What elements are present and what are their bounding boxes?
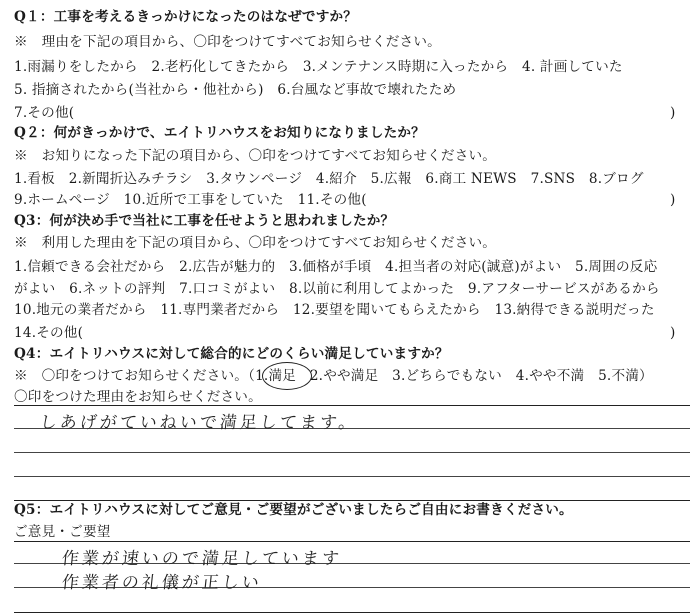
q1-other-close: ) xyxy=(670,105,676,121)
q3-title: Q3：何が決め手で当社に工事を任せようと思われましたか？ xyxy=(14,213,395,229)
q3-other-close: ) xyxy=(670,325,676,341)
q3-other: 14.その他( xyxy=(14,325,84,341)
q2-title: Q２：何がきっかけで、エイトリハウスをお知りになりましたか？ xyxy=(14,125,425,141)
q1-title: Q１：工事を考えるきっかけになったのはなぜですか？ xyxy=(14,9,358,25)
q1-options-row-2: 5. 指摘されたから(当社から・他社から) 6.台風など事故で壊れたため xyxy=(14,82,457,98)
q3-note: ※ 利用した理由を下記の項目から、〇印をつけてすべてお知らせください。 xyxy=(14,235,497,251)
q1-note: ※ 理由を下記の項目から、〇印をつけてすべてお知らせください。 xyxy=(14,34,441,50)
q5-handwritten-answer-line-1: 作業が速いので満足しています xyxy=(60,549,343,569)
answer-rule xyxy=(14,452,690,453)
selected-option-circle xyxy=(262,362,312,390)
q2-options-row-1: 1.看板 2.新聞折込みチラシ 3.タウンページ 4.紹介 5.広報 6.商工 NEWS 7.SNS 8.ブログ xyxy=(14,171,644,187)
q2-options-row-2: 9.ホームページ 10.近所で工事をしていた 11.その他( xyxy=(14,192,367,208)
q5-handwritten-answer-line-2: 作業者の礼儀が正しい xyxy=(60,573,263,593)
q3-options-row-3: 10.地元の業者だから 11.専門業者だから 12.要望を聞いてもらえたから 13.納得できる説明だった xyxy=(14,302,655,318)
q5-title: Q5：エイトリハウスに対してご意見・ご要望がございましたらご自由にお書きください。 xyxy=(14,502,573,518)
answer-rule xyxy=(14,476,690,477)
q3-options-row-2: がよい 6.ネットの評判 7.口コミがよい 8.以前に利用してよかった 9.アフターサービスがあるから xyxy=(14,281,660,297)
q1-options-row-1: 1.雨漏りをしたから 2.老朽化してきたから 3.メンテナンス時期に入ったから 4. 計画していた xyxy=(14,59,623,75)
q1-other: 7.その他( xyxy=(14,105,75,121)
q4-handwritten-answer: しあげがていねいで満足してます。 xyxy=(38,413,360,433)
q2-note: ※ お知りになった下記の項目から、〇印をつけてすべてお知らせください。 xyxy=(14,148,497,164)
q3-options-row-1: 1.信頼できる会社だから 2.広告が魅力的 3.価格が手頃 4.担当者の対応(誠意)がよい 5.周囲の反応 xyxy=(14,259,658,275)
q2-other-close: ) xyxy=(670,192,676,208)
q4-reason-label: 〇印をつけた理由をお知らせください。 xyxy=(14,389,262,405)
q4-scale: ※ 〇印をつけてお知らせください。（1.満足 2.やや満足 3.どちらでもない 4.やや不満 5.不満） xyxy=(14,368,653,384)
q4-title: Q4：エイトリハウスに対して総合的にどのくらい満足していますか？ xyxy=(14,346,449,362)
q5-label: ご意見・ご要望 xyxy=(14,524,111,540)
